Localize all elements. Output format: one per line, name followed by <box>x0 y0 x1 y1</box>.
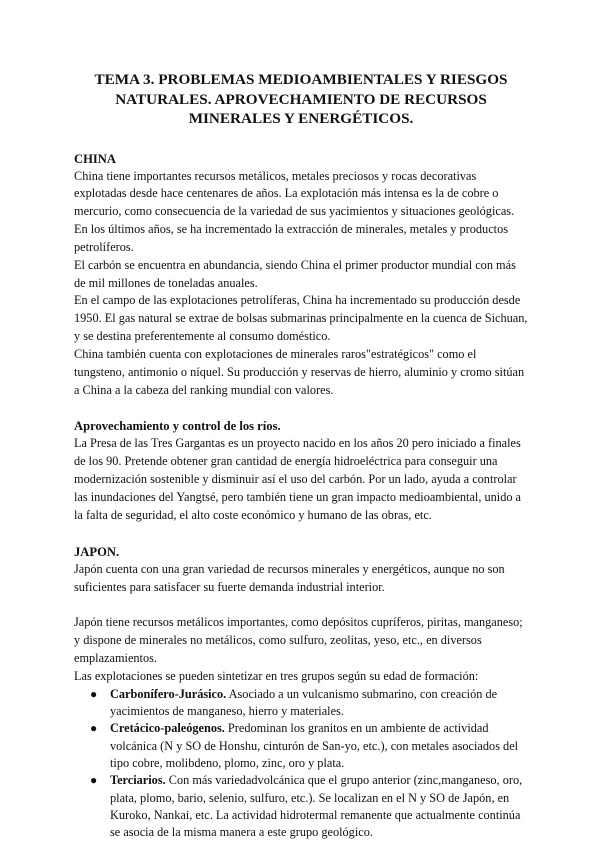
paragraph: China tiene importantes recursos metálicos, metales preciosos y rocas decorativas explotadas desde hace centenares de años. La explotación más intensa es la de cobre o mercurio, como consecuencia de la variedad de sus yacimientos y situaciones geológicas. En los últimos años, se ha incrementado la extracción de minerales, metales y productos petrolíferos. <box>74 168 515 254</box>
bullet-icon: ● <box>90 686 98 701</box>
formation-groups-list <box>74 686 528 842</box>
section-china <box>74 150 528 400</box>
spacer <box>74 596 528 614</box>
paragraph: Japón cuenta con una gran variedad de recursos minerales y energéticos, aunque no son suficientes para satisfacer su fuerte demanda industrial interior. <box>74 561 505 594</box>
document-title: TEMA 3. PROBLEMAS MEDIOAMBIENTALES Y RIESGOS NATURALES. APROVECHAMIENTO DE RECURSOS MINERALES Y ENERGÉTICOS. <box>94 71 508 127</box>
list-item-text: Asociado a un vulcanismo submarino, con creación de yacimientos de manganeso, hierro y materiales. <box>110 686 498 719</box>
list-item-term: Cretácico-paleógenos. <box>110 721 225 736</box>
section-heading-japon: JAPON. <box>74 544 120 559</box>
paragraph: Japón tiene recursos metálicos importantes, como depósitos cupríferos, piritas, manganeso; y dispone de minerales no metálicos, como sulfuro, zeolitas, yeso, etc., en diversos emplazamientos. <box>74 615 523 666</box>
paragraph: Las explotaciones se pueden sintetizar en tres grupos según su edad de formación: <box>74 668 479 683</box>
bullet-icon: ● <box>90 721 98 736</box>
paragraph: La Presa de las Tres Gargantas es un proyecto nacido en los años 20 pero iniciado a finales de los 90. Pretende obtener gran cantidad de energía hidroeléctrica para conseguir una modernización sostenible y disminuir así el uso del carbón. Por un lado, ayuda a controlar las inundaciones del Yangtsé, pero también tiene un gran impacto medioambiental, unido a la falta de seguridad, el alto coste económico y humano de las obras, etc. <box>74 436 522 522</box>
section-heading-rivers: Aprovechamiento y control de los ríos. <box>74 419 281 434</box>
spacer <box>74 399 528 417</box>
section-japon <box>74 543 528 842</box>
paragraph: En el campo de las explotaciones petrolíferas, China ha incrementado su producción desde 1950. El gas natural se extrae de bolsas submarinas principalmente en la cuenca de Sichuan, y se destina preferentemente al consumo doméstico. <box>74 293 528 344</box>
section-heading-china: CHINA <box>74 151 116 166</box>
list-item <box>74 686 528 721</box>
bullet-icon: ● <box>90 773 98 788</box>
section-rivers <box>74 417 528 524</box>
list-item-text: Con más variedadvolcánica que el grupo anterior (zinc,manganeso, oro, plata, plomo, bario, selenio, sulfuro, etc.). Se localizan en el N y SO de Japón, en Kuroko, Nankai, etc. La actividad hidrotermal remanente que actualmente continúa se asocia de la misma manera a este grupo geológico. <box>110 773 523 840</box>
list-item-text: Predominan los granitos en un ambiente de actividad volcánica (N y SO de Honshu, cinturón de San-yo, etc.), con metales asociados del tipo cobre, molibdeno, plomo, zinc, oro y plata. <box>110 721 519 770</box>
list-item <box>74 772 528 841</box>
spacer <box>74 525 528 543</box>
list-item-term: Terciarios. <box>110 773 166 788</box>
list-item <box>74 720 528 772</box>
list-item-term: Carbonífero-Jurásico. <box>110 686 227 701</box>
paragraph: El carbón se encuentra en abundancia, siendo China el primer productor mundial con más de mil millones de toneladas anuales. <box>74 257 516 290</box>
paragraph: China también cuenta con explotaciones de minerales raros"estratégicos" como el tungsteno, antimonio o níquel. Su producción y reservas de hierro, aluminio y cromo sitúan a China a la cabeza del ranking mundial con valores. <box>74 346 525 397</box>
